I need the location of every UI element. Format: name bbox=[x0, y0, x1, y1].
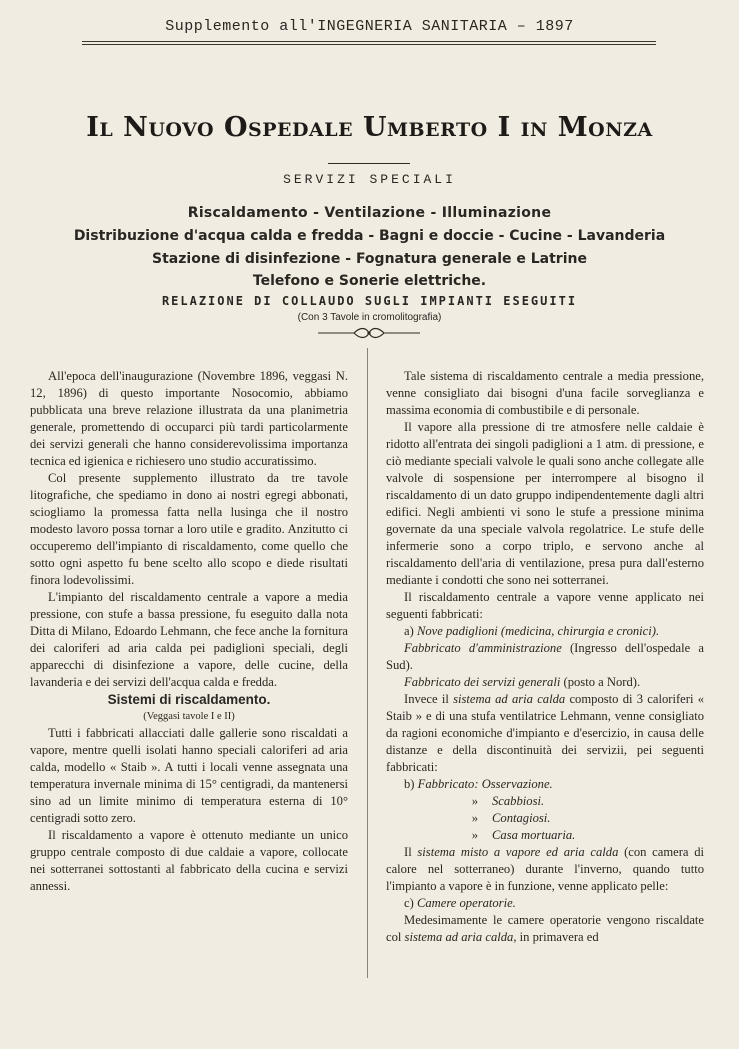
right-paragraph-2: Il vapore alla pressione di tre atmosfere nelle caldaie è ridotto all'entrata dei singoli padiglioni a 1 atm. di pressione, e ciò mediante speciali valvole le quali sono anche collegate alle valvole di sospensione per interrompere al bisogno il riscaldamento di un dato gruppo indipendentemente dagli altri edifici. Negli ambienti vi sono le stufe a pressione minima governate da una speciale valvola regolatrice. Le stufe delle infermerie sono a corpo triplo, e servono anche al riscaldamento dell'aria di ventilazione, presa pura dall'esterno mediante i condotti che sono nei sotterranei. bbox=[386, 420, 704, 587]
right-column bbox=[386, 368, 704, 946]
list-subitem bbox=[386, 810, 704, 827]
list-text: Camere operatorie. bbox=[416, 896, 516, 910]
list-marker: c) bbox=[404, 896, 414, 910]
right-paragraph-1: Tale sistema di riscaldamento centrale a media pressione, venne consigliato dai bisogni d'una facile sorveglianza e massima economia di combustibile e di personale. bbox=[386, 369, 704, 417]
list-item-b bbox=[386, 776, 704, 793]
header-rule-double bbox=[82, 44, 656, 45]
text-emphasis: sistema misto a vapore ed aria calda bbox=[417, 845, 619, 859]
list-item-c bbox=[386, 895, 704, 912]
list-marker: b) bbox=[404, 777, 415, 791]
ditto-mark: » bbox=[471, 828, 478, 842]
text-span: , in primavera ed bbox=[513, 930, 599, 944]
list-subitem bbox=[386, 793, 704, 810]
building-name: Fabbricato dei servizi generali bbox=[404, 675, 561, 689]
text-span: (con camera di calore nel sotterraneo) durante l'inverno, quando tutto l'impianto a vapore è in funzione, venne applicato pelle: bbox=[386, 845, 705, 893]
list-subitem bbox=[386, 827, 704, 844]
title-rule bbox=[328, 163, 410, 164]
header-rule bbox=[82, 41, 656, 42]
section-heading: Sistemi di riscaldamento. bbox=[107, 692, 271, 707]
list-item-a bbox=[386, 623, 704, 640]
building-name: Fabbricato d'amministrazione bbox=[404, 641, 562, 655]
left-paragraph-4: Tutti i fabbricati allacciati dalle gallerie sono riscaldati a vapore, mentre quelli isolati hanno speciali caloriferi ad aria calda, modello « Staib ». A tutti i locali venne assegnata una temperatura invernale minima di 15° centigradi, da mantenersi sino ad un limite minimo di temperatura esterna di 10° centigradi sotto zero. bbox=[30, 726, 348, 825]
list-text: Osservazione. bbox=[481, 777, 553, 791]
list-item-amministrazione bbox=[386, 640, 704, 674]
building-note: (posto a Nord). bbox=[560, 675, 641, 689]
ornament-divider-icon bbox=[318, 326, 420, 340]
right-paragraph-6 bbox=[386, 912, 704, 946]
article-subtitle: SERVIZI SPECIALI bbox=[283, 172, 456, 187]
section-subheading: (Veggasi tavole I e II) bbox=[143, 711, 235, 722]
list-label: Fabbricato: bbox=[417, 777, 479, 791]
text-span: Il bbox=[404, 845, 418, 859]
topics-line-2: Distribuzione d'acqua calda e fredda - Bagni e doccie - Cucine - Lavanderia bbox=[73, 228, 666, 244]
right-paragraph-3: Il riscaldamento centrale a vapore venne applicato nei seguenti fabbricati: bbox=[386, 590, 704, 621]
list-marker: a) bbox=[404, 624, 414, 638]
text-emphasis: sistema ad aria calda bbox=[453, 692, 566, 706]
text-span: Medesimamente le camere operatorie vengono riscaldate col bbox=[386, 913, 704, 944]
ditto-mark: » bbox=[471, 794, 478, 808]
topics-line-1: Riscaldamento - Ventilazione - Illuminazione bbox=[187, 205, 552, 221]
column-divider bbox=[367, 348, 368, 978]
right-paragraph-4 bbox=[386, 691, 704, 776]
left-paragraph-3: L'impianto del riscaldamento centrale a vapore a media pressione, con stufe a bassa pressione, fu eseguito dalla nota Ditta di Milano, Edoardo Lehmann, che fece anche la fornitura dei caloriferi ad aria calda pei padiglioni speciali, degli apparecchi di disinfezione a vapore, delle cucine, della lavanderia e dei servizi dell'acqua calda e fredda. bbox=[30, 590, 348, 689]
left-column bbox=[30, 368, 348, 895]
report-heading: RELAZIONE DI COLLAUDO SUGLI IMPIANTI ESEGUITI bbox=[161, 294, 578, 308]
list-text: Scabbiosi. bbox=[492, 794, 545, 808]
article-title: Il Nuovo Ospedale Umberto I in Monza bbox=[86, 112, 653, 143]
topics-line-4: Telefono e Sonerie elettriche. bbox=[252, 273, 487, 289]
left-paragraph-5: Il riscaldamento a vapore è ottenuto mediante un unico gruppo centrale composto di due caldaie a vapore, collocate nei sotterranei sottostanti al fabbricato della cucina e servizi annessi. bbox=[30, 828, 348, 893]
running-head: Supplemento all'INGEGNERIA SANITARIA – 1897 bbox=[165, 18, 574, 35]
right-paragraph-5 bbox=[386, 844, 704, 895]
building-note: (Ingresso dell'ospedale a Sud). bbox=[386, 641, 704, 672]
text-emphasis: sistema ad aria calda bbox=[404, 930, 514, 944]
list-text: Casa mortuaria. bbox=[492, 828, 576, 842]
left-paragraph-2: Col presente supplemento illustrato da tre tavole litografiche, che spediamo in dono ai nostri egregi abbonati, sciogliamo la promessa fatta nella lusinga che il nostro modesto lavoro possa tornar a loro utile e gradito. Anzitutto ci occuperemo dell'impianto di riscaldamento, come quello che sotto ogni aspetto fu bene scelto allo scopo e diede risultati finora lodevolissimi. bbox=[30, 471, 348, 587]
list-text: Contagiosi. bbox=[492, 811, 551, 825]
topics-line-3: Stazione di disinfezione - Fognatura generale e Latrine bbox=[152, 251, 587, 267]
text-span: composto di 3 caloriferi « Staib » e di una stufa ventilatrice Lehmann, venne consigliato da ragioni economiche d'impianto e d'esercizio, in causa delle distanze e della discontinuità dei servizii, pei seguenti fabbricati: bbox=[386, 692, 704, 774]
ditto-mark: » bbox=[471, 811, 478, 825]
text-span: Invece il bbox=[404, 692, 454, 706]
list-text: Nove padiglioni (medicina, chirurgia e cronici). bbox=[416, 624, 660, 638]
left-paragraph-1: All'epoca dell'inaugurazione (Novembre 1896, veggasi N. 12, 1896) di questo importante Nosocomio, abbiamo pubblicata una breve relazione illustrata da una planimetria generale, promettendo di occuparci più tardi particolarmente dei servizi generali che hanno considerevolissima importanza tecnica ed igienica e richiesero uno studio accuratissimo. bbox=[30, 369, 348, 468]
plates-note: (Con 3 Tavole in cromolitografia) bbox=[297, 312, 442, 323]
list-item-servizi bbox=[386, 674, 704, 691]
